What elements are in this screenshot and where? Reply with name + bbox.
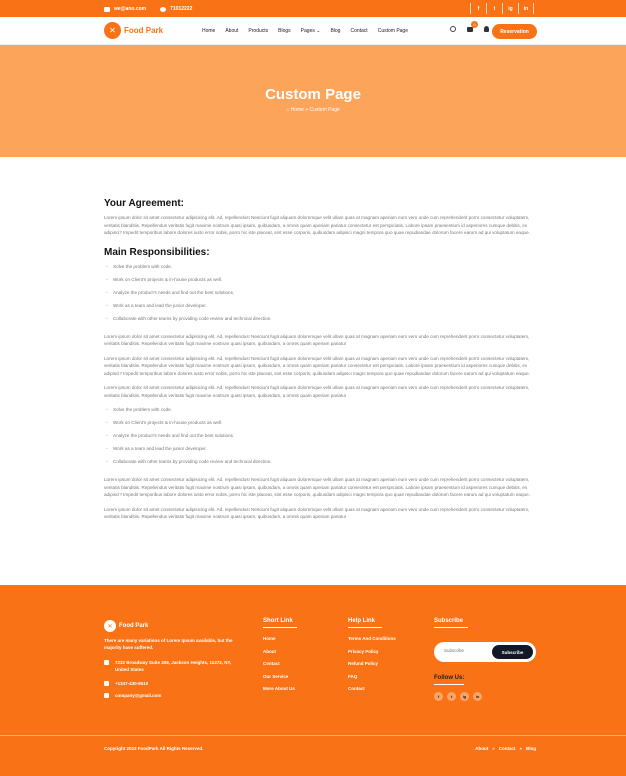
brand-logo[interactable] xyxy=(104,22,163,39)
list-item: → Work on Client's projects & in-house products as well. xyxy=(104,419,223,425)
bottom-link-about[interactable]: About xyxy=(475,746,489,751)
arrow-right-icon: → xyxy=(104,432,109,438)
arrow-right-icon: → xyxy=(104,262,109,269)
bottom-link-blog[interactable]: Blog xyxy=(526,746,536,751)
footer-link-about[interactable]: About xyxy=(263,648,276,654)
navbar xyxy=(0,17,626,45)
linkedin-icon[interactable]: in xyxy=(518,3,534,14)
twitter-icon[interactable]: t xyxy=(486,3,502,14)
footer-description: There are many variations of Lorem Ipsum available, but the majority have suffered. xyxy=(104,638,233,650)
mail-icon xyxy=(104,7,110,12)
paragraph: Lorem ipsum dolor sit amet consectetur adipisicing elit. Ad, repellendus! Nesciunt fugit aliquam doloremque velit ullam quas at magnam aperiam eum vero unde cum reprehenderit porro consectetur voluptatem, veritatis blanditiis. Repellendus veritatis fugit maxime nostrum quasi ipsam, quibusdam, a omnis quam aperiam pariatur xyxy=(104,506,530,519)
footer-email[interactable]: company@gmail.com xyxy=(104,692,161,699)
brand-name: Food Park xyxy=(124,26,164,35)
page-title: Custom Page xyxy=(265,86,361,103)
list-item: → Work on Client's projects & in-house products as well. xyxy=(104,275,223,282)
arrow-right-icon: → xyxy=(104,288,109,295)
subscribe-column xyxy=(434,618,468,636)
nav-custom-page[interactable]: Custom Page xyxy=(377,28,408,34)
nav-blog[interactable]: Blog xyxy=(330,28,341,34)
paragraph: Lorem ipsum dolor sit amet consectetur adipisicing elit. Ad, repellendus! Nesciunt fugit aliquam doloremque velit ullam quas at magnam aperiam eum vero unde cum reprehenderit porro consectetur voluptatem, veritatis blanditiis. Repellendus veritatis fugit maxime nostrum quasi ipsam, quibusdam, a omnis quam aperiam pariatur xyxy=(104,385,530,398)
breadcrumb xyxy=(0,107,626,113)
short-link-column xyxy=(263,618,297,699)
paragraph: Lorem ipsum dolor sit amet consectetur adipisicing elit. Ad, repellendus! Nesciunt fugit aliquam doloremque velit ullam quas at magnam aperiam eum vero unde cum reprehenderit porro consectetur voluptatem, veritatis blanditiis. Repellendus veritatis fugit maxime nostrum quasi ipsam, quibusdam, a omnis quam aperiam pariatur consectetur est perspiciatis. Labore ipsam praesentium id asperiores cumque debitis, ex adipisci? Impedit temporibus labore dolores iusto error nobis, porro hic iste placeat, sint esse corporis, quibusdam adipisci magni tempora quo quae repudiandae dolorum facere earum ad qui voluptatum eaque. xyxy=(104,355,530,376)
paragraph: Lorem ipsum dolor sit amet consectetur adipisicing elit. Ad, repellendus! Nesciunt fugit aliquam doloremque velit ullam quas at magnam aperiam eum vero unde cum reprehenderit porro consectetur voluptatem, veritatis blanditiis. Repellendus veritatis fugit maxime nostrum quasi ipsam, quibusdam, a omnis quam aperiam pariatur consectetur est perspiciatis. Labore ipsam praesentium id asperiores cumque debitis, ex adipisci? Impedit temporibus labore dolores iusto error nobis, porro hic iste placeat, sint esse corporis, quibusdam adipisci magni tempora quo quae repudiandae dolorum facere earum ad qui voluptatum eaque. xyxy=(104,215,530,235)
user-icon[interactable] xyxy=(484,26,489,32)
list-item: → Solve the problem with code. xyxy=(104,262,172,269)
title-underline xyxy=(434,627,468,628)
subscribe-form xyxy=(434,642,536,662)
list-item: → Collaborate with other teams by providing code review and technical direction. xyxy=(104,314,272,321)
short-link-title: Short Link xyxy=(263,618,293,624)
phone-icon xyxy=(104,681,109,686)
footer-logo[interactable] xyxy=(104,620,148,632)
nav-about[interactable]: About xyxy=(225,28,239,34)
nav-home[interactable]: Home xyxy=(202,28,216,34)
nav-icons xyxy=(450,21,489,32)
help-link-column xyxy=(348,618,396,699)
home-icon: ⌂ xyxy=(286,107,291,113)
responsibilities-list xyxy=(104,406,536,471)
nav-blogs[interactable]: Blogs xyxy=(278,28,291,34)
bottom-link-separator: » xyxy=(492,746,495,751)
breadcrumb-home[interactable]: Home xyxy=(290,107,304,113)
footer-link-contact[interactable]: Contact xyxy=(263,661,280,666)
list-item: → Work as a team and lead the junior developer. xyxy=(104,445,207,451)
list-item: → Collaborate with other teams by providing code review and technical direction. xyxy=(104,458,272,464)
cart-icon[interactable] xyxy=(467,21,476,32)
footer-brand-name: Food Park xyxy=(119,623,149,629)
arrow-right-icon: → xyxy=(104,406,109,412)
help-link-title: Help Link xyxy=(348,618,376,624)
footer-link-our-service[interactable]: Our Service xyxy=(263,673,289,679)
copyright-text: Copyright 2023 FoodPark All Rights Reserved. xyxy=(104,746,204,751)
facebook-icon[interactable]: f xyxy=(434,692,443,701)
location-pin-icon xyxy=(104,660,109,665)
phone-icon xyxy=(160,7,166,12)
page-banner xyxy=(0,45,626,157)
instagram-icon[interactable]: ig xyxy=(502,3,518,14)
main-menu xyxy=(202,28,408,34)
footer-link-refund[interactable]: Refund Policy xyxy=(348,661,379,666)
responsibilities-list xyxy=(104,263,536,328)
arrow-right-icon: → xyxy=(104,314,109,321)
arrow-right-icon: → xyxy=(104,275,109,282)
instagram-icon[interactable]: ig xyxy=(460,692,469,701)
footer-link-faq[interactable]: FAQ xyxy=(348,673,358,679)
title-underline xyxy=(348,627,382,628)
title-underline xyxy=(434,684,464,685)
arrow-right-icon: → xyxy=(104,458,109,464)
footer-socials xyxy=(434,692,482,701)
agreement-heading: Your Agreement: xyxy=(104,198,185,209)
mail-icon xyxy=(104,693,109,698)
cart-count-badge: 0 xyxy=(471,21,478,28)
list-item: → Analyze the product's needs and find out the best solutions. xyxy=(104,432,235,438)
arrow-right-icon: → xyxy=(104,445,109,451)
bottom-link-separator: » xyxy=(519,746,522,751)
arrow-right-icon: → xyxy=(104,301,109,308)
nav-pages[interactable]: Pages ⌄ xyxy=(300,28,321,34)
footer-link-more-about-us[interactable]: More About Us xyxy=(263,686,295,691)
top-socials xyxy=(470,3,534,14)
fork-knife-icon: ✕ xyxy=(104,620,116,632)
search-icon[interactable] xyxy=(450,26,456,32)
footer-link-contact-help[interactable]: Contact xyxy=(348,686,365,691)
bottom-link-contact[interactable]: Contact xyxy=(498,746,516,751)
subscribe-title: Subscribe xyxy=(434,618,464,624)
title-underline xyxy=(263,627,297,628)
page-content xyxy=(104,198,536,528)
top-contact xyxy=(104,6,192,12)
facebook-icon[interactable]: f xyxy=(470,3,486,14)
twitter-icon[interactable]: t xyxy=(447,692,456,701)
list-item: → Analyze the product's needs and find out the best solutions. xyxy=(104,288,235,295)
footer-link-privacy[interactable]: Privacy Policy xyxy=(348,648,379,654)
subscribe-input[interactable] xyxy=(444,648,490,653)
paragraph: Lorem ipsum dolor sit amet consectetur adipisicing elit. Ad, repellendus! Nesciunt fugit aliquam doloremque velit ullam quas at magnam aperiam eum vero unde cum reprehenderit porro consectetur voluptatem, veritatis blanditiis. Repellendus veritatis fugit maxime nostrum quasi ipsam, quibusdam, a omnis quam aperiam pariatur consectetur est perspiciatis. Labore ipsam praesentium id asperiores cumque debitis, ex adipisci? Impedit temporibus labore dolores iusto error nobis, porro hic iste placeat, sint esse corporis, quibusdam adipisci magni tempora quo quae repudiandae dolorum facere earum ad qui voluptatum eaque. xyxy=(104,477,530,497)
top-phone[interactable]: 71012222 xyxy=(160,6,192,12)
bottom-links xyxy=(475,746,536,751)
nav-products[interactable]: Products xyxy=(248,28,269,34)
arrow-right-icon: → xyxy=(104,419,109,425)
list-item: → Solve the problem with code. xyxy=(104,406,172,412)
responsibilities-heading: Main Responsibilities: xyxy=(104,246,210,258)
nav-contact[interactable]: Contact xyxy=(350,28,368,34)
list-item: → Work as a team and lead the junior developer. xyxy=(104,301,207,308)
footer-address: 7232 Broadway Suite 308, Jackson Heights, 11372, NY, United States xyxy=(104,659,244,673)
top-email[interactable]: we@ano.com xyxy=(104,6,146,12)
footer-phone[interactable]: +1347-430-9510 xyxy=(104,680,148,687)
footer-link-terms[interactable]: Terms And Conditions xyxy=(348,636,396,641)
reservation-button[interactable]: Reservation xyxy=(492,24,537,39)
footer-link-home[interactable]: Home xyxy=(263,636,276,641)
breadcrumb-separator: » xyxy=(305,107,309,113)
paragraph: Lorem ipsum dolor sit amet consectetur adipisicing elit. Ad, repellendus! Nesciunt fugit aliquam doloremque velit ullam quas at magnam aperiam eum vero unde cum reprehenderit porro consectetur voluptatem, veritatis blanditiis. Repellendus veritatis fugit maxime nostrum quasi ipsam, quibusdam, a omnis quam aperiam pariatur xyxy=(104,333,530,346)
follow-us-title: Follow Us: xyxy=(434,675,465,681)
chevron-down-icon: ⌄ xyxy=(314,28,321,34)
fork-knife-icon: ✕ xyxy=(104,22,121,39)
breadcrumb-current: Custom Page xyxy=(309,107,340,113)
subscribe-button[interactable]: Subscribe xyxy=(492,645,533,659)
footer xyxy=(0,585,626,776)
linkedin-icon[interactable]: in xyxy=(473,692,482,701)
top-bar xyxy=(0,0,626,17)
footer-divider xyxy=(0,735,626,736)
